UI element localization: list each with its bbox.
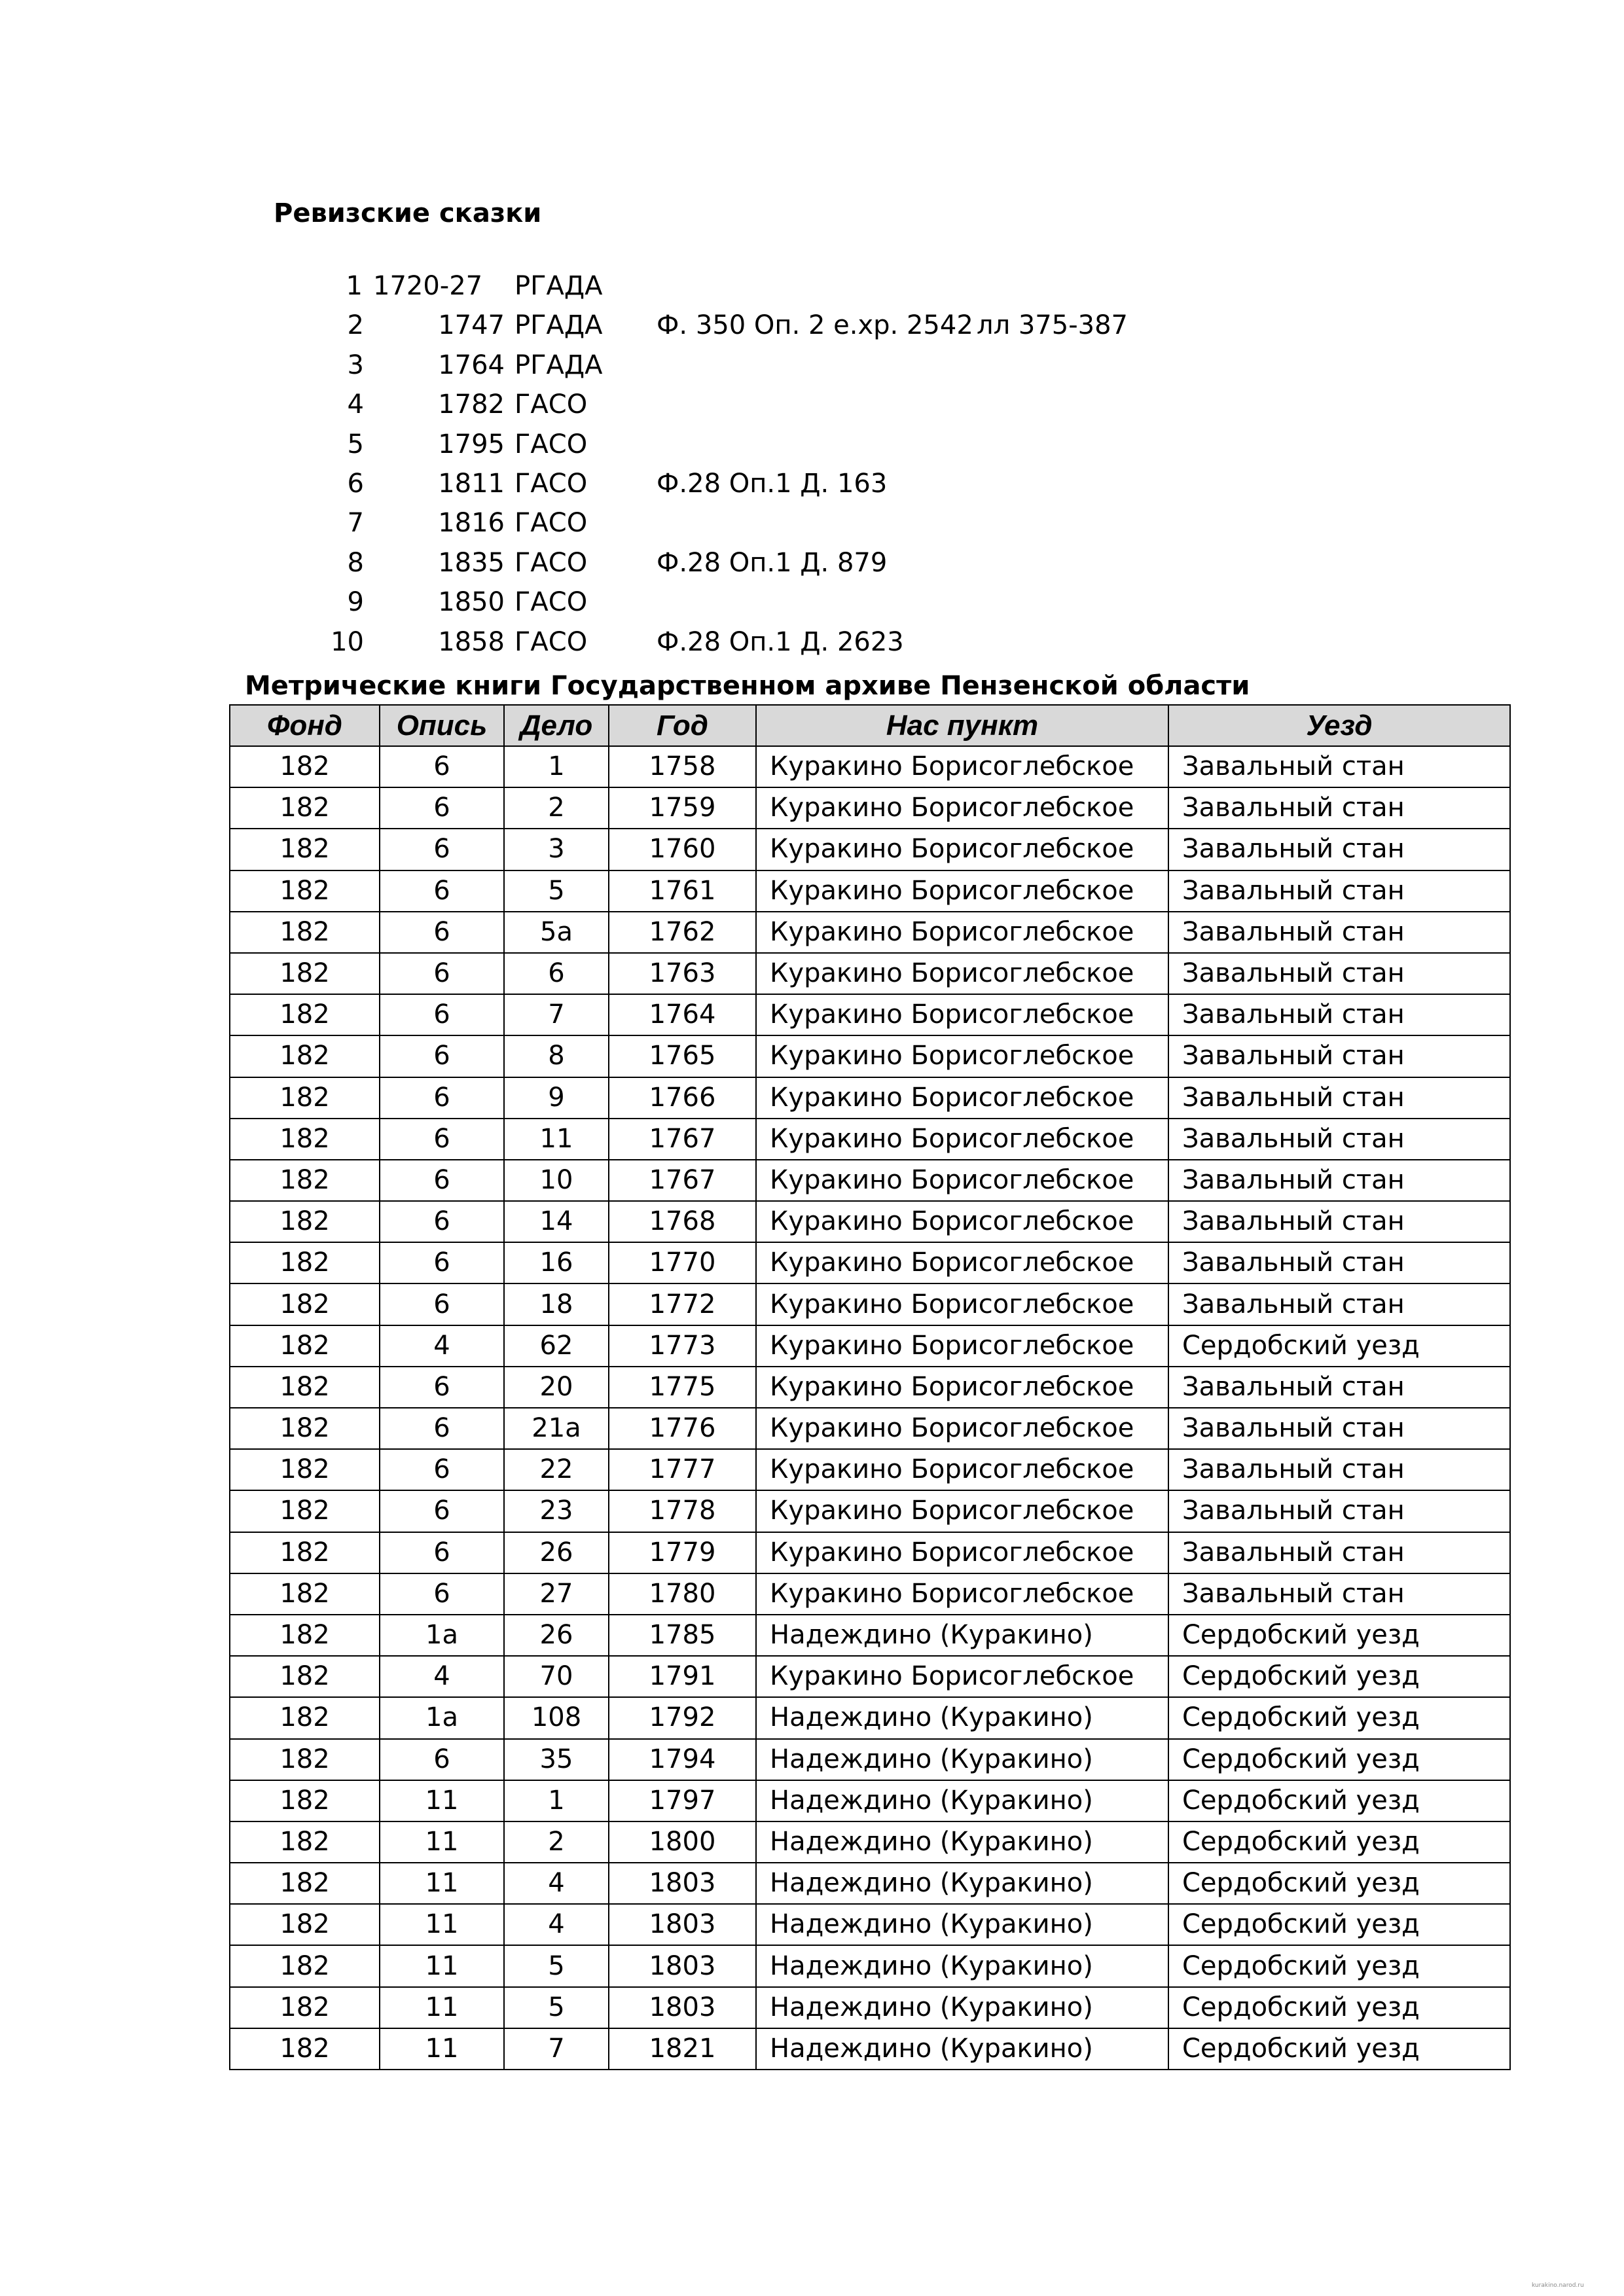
cell-district: Сердобский уезд bbox=[1168, 1697, 1510, 1738]
cell-district: Завальный стан bbox=[1168, 829, 1510, 870]
column-header-fond: Фонд bbox=[230, 705, 380, 746]
cell-year: 1797 bbox=[609, 1780, 756, 1821]
cell-year: 1791 bbox=[609, 1656, 756, 1697]
cell-opis: 6 bbox=[380, 1035, 504, 1077]
cell-fond: 182 bbox=[230, 870, 380, 912]
cell-fond: 182 bbox=[230, 1242, 380, 1283]
revision-number: 3 bbox=[347, 350, 364, 380]
revision-tales-title: Ревизские сказки bbox=[274, 198, 542, 228]
cell-delo: 1 bbox=[504, 1780, 609, 1821]
cell-delo: 2 bbox=[504, 787, 609, 829]
cell-delo: 2 bbox=[504, 1821, 609, 1863]
cell-district: Сердобский уезд bbox=[1168, 1780, 1510, 1821]
cell-year: 1765 bbox=[609, 1035, 756, 1077]
cell-settlement: Надеждино (Куракино) bbox=[756, 2028, 1168, 2070]
cell-settlement: Куракино Борисоглебское bbox=[756, 1656, 1168, 1697]
cell-year: 1759 bbox=[609, 787, 756, 829]
cell-year: 1760 bbox=[609, 829, 756, 870]
cell-opis: 6 bbox=[380, 870, 504, 912]
revision-row bbox=[0, 346, 1624, 385]
revision-year: 1811 bbox=[438, 468, 505, 499]
revision-row bbox=[0, 266, 1624, 306]
table-row bbox=[230, 1367, 1510, 1408]
cell-district: Сердобский уезд bbox=[1168, 1863, 1510, 1904]
table-row bbox=[230, 870, 1510, 912]
cell-fond: 182 bbox=[230, 1490, 380, 1532]
cell-opis: 6 bbox=[380, 1283, 504, 1325]
metric-books-table bbox=[229, 704, 1511, 2070]
revision-archive: РГАДА bbox=[514, 271, 603, 301]
revision-year: 1850 bbox=[438, 587, 505, 618]
cell-settlement: Надеждино (Куракино) bbox=[756, 1987, 1168, 2028]
cell-district: Сердобский уезд bbox=[1168, 1904, 1510, 1945]
cell-district: Завальный стан bbox=[1168, 746, 1510, 787]
table-row bbox=[230, 1242, 1510, 1283]
revision-number: 10 bbox=[331, 626, 364, 657]
cell-settlement: Куракино Борисоглебское bbox=[756, 1573, 1168, 1615]
table-row bbox=[230, 1987, 1510, 2028]
revision-archive: ГАСО bbox=[514, 587, 588, 618]
revision-number: 7 bbox=[347, 508, 364, 539]
cell-year: 1773 bbox=[609, 1325, 756, 1367]
cell-delo: 5 bbox=[504, 1945, 609, 1986]
cell-delo: 10 bbox=[504, 1160, 609, 1201]
column-header-delo: Дело bbox=[504, 705, 609, 746]
cell-opis: 6 bbox=[380, 1119, 504, 1160]
cell-delo: 7 bbox=[504, 2028, 609, 2070]
revision-row bbox=[0, 503, 1624, 543]
cell-delo: 4 bbox=[504, 1863, 609, 1904]
revision-row bbox=[0, 543, 1624, 583]
cell-fond: 182 bbox=[230, 1035, 380, 1077]
cell-fond: 182 bbox=[230, 1325, 380, 1367]
cell-year: 1803 bbox=[609, 1863, 756, 1904]
cell-year: 1764 bbox=[609, 994, 756, 1035]
cell-settlement: Куракино Борисоглебское bbox=[756, 829, 1168, 870]
cell-year: 1792 bbox=[609, 1697, 756, 1738]
revision-archive: РГАДА bbox=[514, 310, 603, 341]
cell-delo: 26 bbox=[504, 1615, 609, 1656]
cell-district: Завальный стан bbox=[1168, 870, 1510, 912]
cell-delo: 5а bbox=[504, 912, 609, 953]
table-row bbox=[230, 1656, 1510, 1697]
cell-settlement: Куракино Борисоглебское bbox=[756, 1490, 1168, 1532]
table-row bbox=[230, 1325, 1510, 1367]
cell-year: 1800 bbox=[609, 1821, 756, 1863]
table-row bbox=[230, 994, 1510, 1035]
cell-settlement: Куракино Борисоглебское bbox=[756, 746, 1168, 787]
revision-archive: ГАСО bbox=[514, 626, 588, 657]
revision-fond: Ф.28 Оп.1 Д. 879 bbox=[657, 547, 888, 578]
cell-opis: 11 bbox=[380, 1945, 504, 1986]
revision-number: 4 bbox=[347, 389, 364, 420]
cell-year: 1758 bbox=[609, 746, 756, 787]
cell-district: Завальный стан bbox=[1168, 1242, 1510, 1283]
cell-fond: 182 bbox=[230, 787, 380, 829]
table-row bbox=[230, 1697, 1510, 1738]
cell-opis: 6 bbox=[380, 1449, 504, 1490]
cell-district: Завальный стан bbox=[1168, 1408, 1510, 1449]
cell-delo: 20 bbox=[504, 1367, 609, 1408]
cell-opis: 6 bbox=[380, 1201, 504, 1242]
cell-settlement: Куракино Борисоглебское bbox=[756, 953, 1168, 994]
cell-settlement: Куракино Борисоглебское bbox=[756, 1408, 1168, 1449]
revision-number: 2 bbox=[347, 310, 364, 341]
revision-year: 1835 bbox=[438, 547, 505, 578]
table-header-row bbox=[230, 705, 1510, 746]
revision-fond: Ф. 350 Оп. 2 е.хр. 2542 bbox=[657, 310, 973, 341]
cell-settlement: Надеждино (Куракино) bbox=[756, 1821, 1168, 1863]
cell-fond: 182 bbox=[230, 1945, 380, 1986]
cell-delo: 3 bbox=[504, 829, 609, 870]
cell-delo: 108 bbox=[504, 1697, 609, 1738]
cell-fond: 182 bbox=[230, 1408, 380, 1449]
cell-fond: 182 bbox=[230, 1863, 380, 1904]
revision-tales-list bbox=[0, 266, 1624, 662]
cell-opis: 11 bbox=[380, 1863, 504, 1904]
cell-opis: 6 bbox=[380, 1077, 504, 1119]
cell-opis: 4 bbox=[380, 1325, 504, 1367]
revision-archive: ГАСО bbox=[514, 389, 588, 420]
revision-year: 1795 bbox=[438, 429, 505, 459]
table-row bbox=[230, 1077, 1510, 1119]
cell-opis: 6 bbox=[380, 1532, 504, 1573]
revision-number: 9 bbox=[347, 587, 364, 618]
cell-district: Завальный стан bbox=[1168, 1201, 1510, 1242]
cell-delo: 9 bbox=[504, 1077, 609, 1119]
revision-row bbox=[0, 306, 1624, 345]
cell-delo: 5 bbox=[504, 870, 609, 912]
cell-year: 1777 bbox=[609, 1449, 756, 1490]
cell-delo: 27 bbox=[504, 1573, 609, 1615]
cell-settlement: Куракино Борисоглебское bbox=[756, 787, 1168, 829]
cell-district: Завальный стан bbox=[1168, 953, 1510, 994]
cell-settlement: Куракино Борисоглебское bbox=[756, 1119, 1168, 1160]
cell-opis: 6 bbox=[380, 829, 504, 870]
cell-delo: 70 bbox=[504, 1656, 609, 1697]
revision-archive: ГАСО bbox=[514, 508, 588, 539]
table-row bbox=[230, 1904, 1510, 1945]
cell-fond: 182 bbox=[230, 953, 380, 994]
revision-year: 1720-27 bbox=[373, 271, 483, 301]
cell-district: Завальный стан bbox=[1168, 994, 1510, 1035]
cell-fond: 182 bbox=[230, 1904, 380, 1945]
cell-settlement: Надеждино (Куракино) bbox=[756, 1739, 1168, 1780]
cell-delo: 22 bbox=[504, 1449, 609, 1490]
cell-settlement: Куракино Борисоглебское bbox=[756, 1242, 1168, 1283]
cell-fond: 182 bbox=[230, 1201, 380, 1242]
cell-district: Завальный стан bbox=[1168, 1077, 1510, 1119]
cell-district: Завальный стан bbox=[1168, 912, 1510, 953]
cell-fond: 182 bbox=[230, 1573, 380, 1615]
cell-settlement: Надеждино (Куракино) bbox=[756, 1945, 1168, 1986]
table-row bbox=[230, 912, 1510, 953]
cell-year: 1780 bbox=[609, 1573, 756, 1615]
cell-delo: 11 bbox=[504, 1119, 609, 1160]
table-body bbox=[230, 746, 1510, 2070]
cell-year: 1803 bbox=[609, 1904, 756, 1945]
revision-row bbox=[0, 425, 1624, 464]
cell-district: Сердобский уезд bbox=[1168, 1325, 1510, 1367]
cell-opis: 6 bbox=[380, 1739, 504, 1780]
cell-district: Сердобский уезд bbox=[1168, 1945, 1510, 1986]
cell-fond: 182 bbox=[230, 1697, 380, 1738]
revision-number: 8 bbox=[347, 547, 364, 578]
cell-year: 1772 bbox=[609, 1283, 756, 1325]
cell-district: Завальный стан bbox=[1168, 787, 1510, 829]
table-row bbox=[230, 1863, 1510, 1904]
revision-number: 5 bbox=[347, 429, 364, 459]
revision-year: 1816 bbox=[438, 508, 505, 539]
cell-opis: 6 bbox=[380, 953, 504, 994]
cell-settlement: Куракино Борисоглебское bbox=[756, 1035, 1168, 1077]
cell-year: 1821 bbox=[609, 2028, 756, 2070]
cell-fond: 182 bbox=[230, 1160, 380, 1201]
cell-opis: 6 bbox=[380, 1367, 504, 1408]
cell-delo: 8 bbox=[504, 1035, 609, 1077]
table-row bbox=[230, 1532, 1510, 1573]
cell-settlement: Куракино Борисоглебское bbox=[756, 1201, 1168, 1242]
cell-settlement: Куракино Борисоглебское bbox=[756, 1160, 1168, 1201]
cell-year: 1770 bbox=[609, 1242, 756, 1283]
cell-delo: 21а bbox=[504, 1408, 609, 1449]
revision-archive: ГАСО bbox=[514, 429, 588, 459]
cell-fond: 182 bbox=[230, 1532, 380, 1573]
revision-row bbox=[0, 622, 1624, 662]
cell-district: Сердобский уезд bbox=[1168, 1987, 1510, 2028]
cell-year: 1776 bbox=[609, 1408, 756, 1449]
cell-year: 1762 bbox=[609, 912, 756, 953]
cell-settlement: Куракино Борисоглебское bbox=[756, 1283, 1168, 1325]
revision-archive: РГАДА bbox=[514, 350, 603, 380]
cell-fond: 182 bbox=[230, 1987, 380, 2028]
cell-opis: 11 bbox=[380, 1780, 504, 1821]
metric-books-title: Метрические книги Государственном архиве Пензенской области bbox=[245, 671, 1250, 701]
cell-settlement: Куракино Борисоглебское bbox=[756, 1449, 1168, 1490]
cell-opis: 6 bbox=[380, 1573, 504, 1615]
cell-settlement: Куракино Борисоглебское bbox=[756, 870, 1168, 912]
cell-settlement: Куракино Борисоглебское bbox=[756, 1532, 1168, 1573]
revision-row bbox=[0, 385, 1624, 424]
cell-year: 1779 bbox=[609, 1532, 756, 1573]
cell-fond: 182 bbox=[230, 912, 380, 953]
cell-year: 1766 bbox=[609, 1077, 756, 1119]
cell-settlement: Надеждино (Куракино) bbox=[756, 1697, 1168, 1738]
cell-opis: 6 bbox=[380, 787, 504, 829]
revision-archive: ГАСО bbox=[514, 468, 588, 499]
revision-fond: Ф.28 Оп.1 Д. 163 bbox=[657, 468, 888, 499]
cell-fond: 182 bbox=[230, 1077, 380, 1119]
revision-year: 1747 bbox=[438, 310, 505, 341]
table-row bbox=[230, 1573, 1510, 1615]
table-row bbox=[230, 1201, 1510, 1242]
cell-opis: 6 bbox=[380, 746, 504, 787]
cell-opis: 11 bbox=[380, 1821, 504, 1863]
cell-delo: 5 bbox=[504, 1987, 609, 2028]
cell-district: Сердобский уезд bbox=[1168, 2028, 1510, 2070]
table-row bbox=[230, 1160, 1510, 1201]
cell-opis: 6 bbox=[380, 994, 504, 1035]
table-row bbox=[230, 1283, 1510, 1325]
cell-fond: 182 bbox=[230, 1119, 380, 1160]
cell-year: 1767 bbox=[609, 1160, 756, 1201]
cell-opis: 6 bbox=[380, 912, 504, 953]
cell-year: 1761 bbox=[609, 870, 756, 912]
cell-settlement: Куракино Борисоглебское bbox=[756, 1325, 1168, 1367]
cell-settlement: Куракино Борисоглебское bbox=[756, 1367, 1168, 1408]
cell-delo: 18 bbox=[504, 1283, 609, 1325]
cell-delo: 14 bbox=[504, 1201, 609, 1242]
cell-district: Сердобский уезд bbox=[1168, 1656, 1510, 1697]
revision-year: 1858 bbox=[438, 626, 505, 657]
cell-opis: 11 bbox=[380, 1904, 504, 1945]
revision-year: 1782 bbox=[438, 389, 505, 420]
table-row bbox=[230, 1945, 1510, 1986]
cell-settlement: Надеждино (Куракино) bbox=[756, 1615, 1168, 1656]
cell-fond: 182 bbox=[230, 1780, 380, 1821]
cell-opis: 4 bbox=[380, 1656, 504, 1697]
table-row bbox=[230, 953, 1510, 994]
cell-district: Завальный стан bbox=[1168, 1367, 1510, 1408]
cell-opis: 11 bbox=[380, 2028, 504, 2070]
table-row bbox=[230, 2028, 1510, 2070]
cell-delo: 7 bbox=[504, 994, 609, 1035]
cell-settlement: Куракино Борисоглебское bbox=[756, 1077, 1168, 1119]
cell-year: 1768 bbox=[609, 1201, 756, 1242]
cell-delo: 62 bbox=[504, 1325, 609, 1367]
table-row bbox=[230, 746, 1510, 787]
revision-sheets: лл 375-387 bbox=[977, 310, 1128, 341]
cell-year: 1785 bbox=[609, 1615, 756, 1656]
revision-row bbox=[0, 583, 1624, 622]
table-row bbox=[230, 1615, 1510, 1656]
cell-district: Завальный стан bbox=[1168, 1573, 1510, 1615]
watermark: kurakino.narod.ru bbox=[1532, 2282, 1584, 2289]
cell-delo: 16 bbox=[504, 1242, 609, 1283]
cell-district: Завальный стан bbox=[1168, 1490, 1510, 1532]
cell-year: 1767 bbox=[609, 1119, 756, 1160]
cell-settlement: Куракино Борисоглебское bbox=[756, 994, 1168, 1035]
table-row bbox=[230, 787, 1510, 829]
cell-year: 1794 bbox=[609, 1739, 756, 1780]
cell-delo: 1 bbox=[504, 746, 609, 787]
revision-number: 1 bbox=[346, 271, 363, 301]
cell-fond: 182 bbox=[230, 2028, 380, 2070]
column-header-settlement: Нас пункт bbox=[756, 705, 1168, 746]
cell-district: Сердобский уезд bbox=[1168, 1739, 1510, 1780]
table-row bbox=[230, 1449, 1510, 1490]
cell-delo: 26 bbox=[504, 1532, 609, 1573]
cell-fond: 182 bbox=[230, 829, 380, 870]
cell-district: Завальный стан bbox=[1168, 1035, 1510, 1077]
table-row bbox=[230, 1780, 1510, 1821]
cell-delo: 4 bbox=[504, 1904, 609, 1945]
cell-fond: 182 bbox=[230, 1821, 380, 1863]
cell-fond: 182 bbox=[230, 746, 380, 787]
cell-opis: 6 bbox=[380, 1408, 504, 1449]
cell-year: 1803 bbox=[609, 1987, 756, 2028]
cell-delo: 35 bbox=[504, 1739, 609, 1780]
cell-fond: 182 bbox=[230, 1739, 380, 1780]
cell-fond: 182 bbox=[230, 1615, 380, 1656]
cell-district: Завальный стан bbox=[1168, 1283, 1510, 1325]
table-row bbox=[230, 1408, 1510, 1449]
cell-district: Завальный стан bbox=[1168, 1532, 1510, 1573]
cell-district: Сердобский уезд bbox=[1168, 1615, 1510, 1656]
revision-year: 1764 bbox=[438, 350, 505, 380]
cell-year: 1775 bbox=[609, 1367, 756, 1408]
cell-year: 1778 bbox=[609, 1490, 756, 1532]
table-row bbox=[230, 1119, 1510, 1160]
cell-opis: 6 bbox=[380, 1490, 504, 1532]
cell-opis: 1а bbox=[380, 1697, 504, 1738]
cell-settlement: Надеждино (Куракино) bbox=[756, 1863, 1168, 1904]
table-row bbox=[230, 1739, 1510, 1780]
cell-opis: 1а bbox=[380, 1615, 504, 1656]
cell-settlement: Куракино Борисоглебское bbox=[756, 912, 1168, 953]
cell-fond: 182 bbox=[230, 1367, 380, 1408]
column-header-year: Год bbox=[609, 705, 756, 746]
column-header-opis: Опись bbox=[380, 705, 504, 746]
revision-archive: ГАСО bbox=[514, 547, 588, 578]
cell-fond: 182 bbox=[230, 1656, 380, 1697]
cell-opis: 11 bbox=[380, 1987, 504, 2028]
cell-delo: 23 bbox=[504, 1490, 609, 1532]
cell-delo: 6 bbox=[504, 953, 609, 994]
table-row bbox=[230, 1821, 1510, 1863]
table-row bbox=[230, 1035, 1510, 1077]
revision-number: 6 bbox=[347, 468, 364, 499]
column-header-district: Уезд bbox=[1168, 705, 1510, 746]
table-row bbox=[230, 1490, 1510, 1532]
cell-settlement: Надеждино (Куракино) bbox=[756, 1904, 1168, 1945]
cell-fond: 182 bbox=[230, 994, 380, 1035]
cell-district: Сердобский уезд bbox=[1168, 1821, 1510, 1863]
revision-fond: Ф.28 Оп.1 Д. 2623 bbox=[657, 626, 904, 657]
cell-year: 1803 bbox=[609, 1945, 756, 1986]
cell-opis: 6 bbox=[380, 1242, 504, 1283]
table-row bbox=[230, 829, 1510, 870]
cell-fond: 182 bbox=[230, 1283, 380, 1325]
revision-row bbox=[0, 464, 1624, 503]
cell-settlement: Надеждино (Куракино) bbox=[756, 1780, 1168, 1821]
cell-year: 1763 bbox=[609, 953, 756, 994]
cell-district: Завальный стан bbox=[1168, 1160, 1510, 1201]
cell-district: Завальный стан bbox=[1168, 1119, 1510, 1160]
cell-opis: 6 bbox=[380, 1160, 504, 1201]
cell-fond: 182 bbox=[230, 1449, 380, 1490]
cell-district: Завальный стан bbox=[1168, 1449, 1510, 1490]
